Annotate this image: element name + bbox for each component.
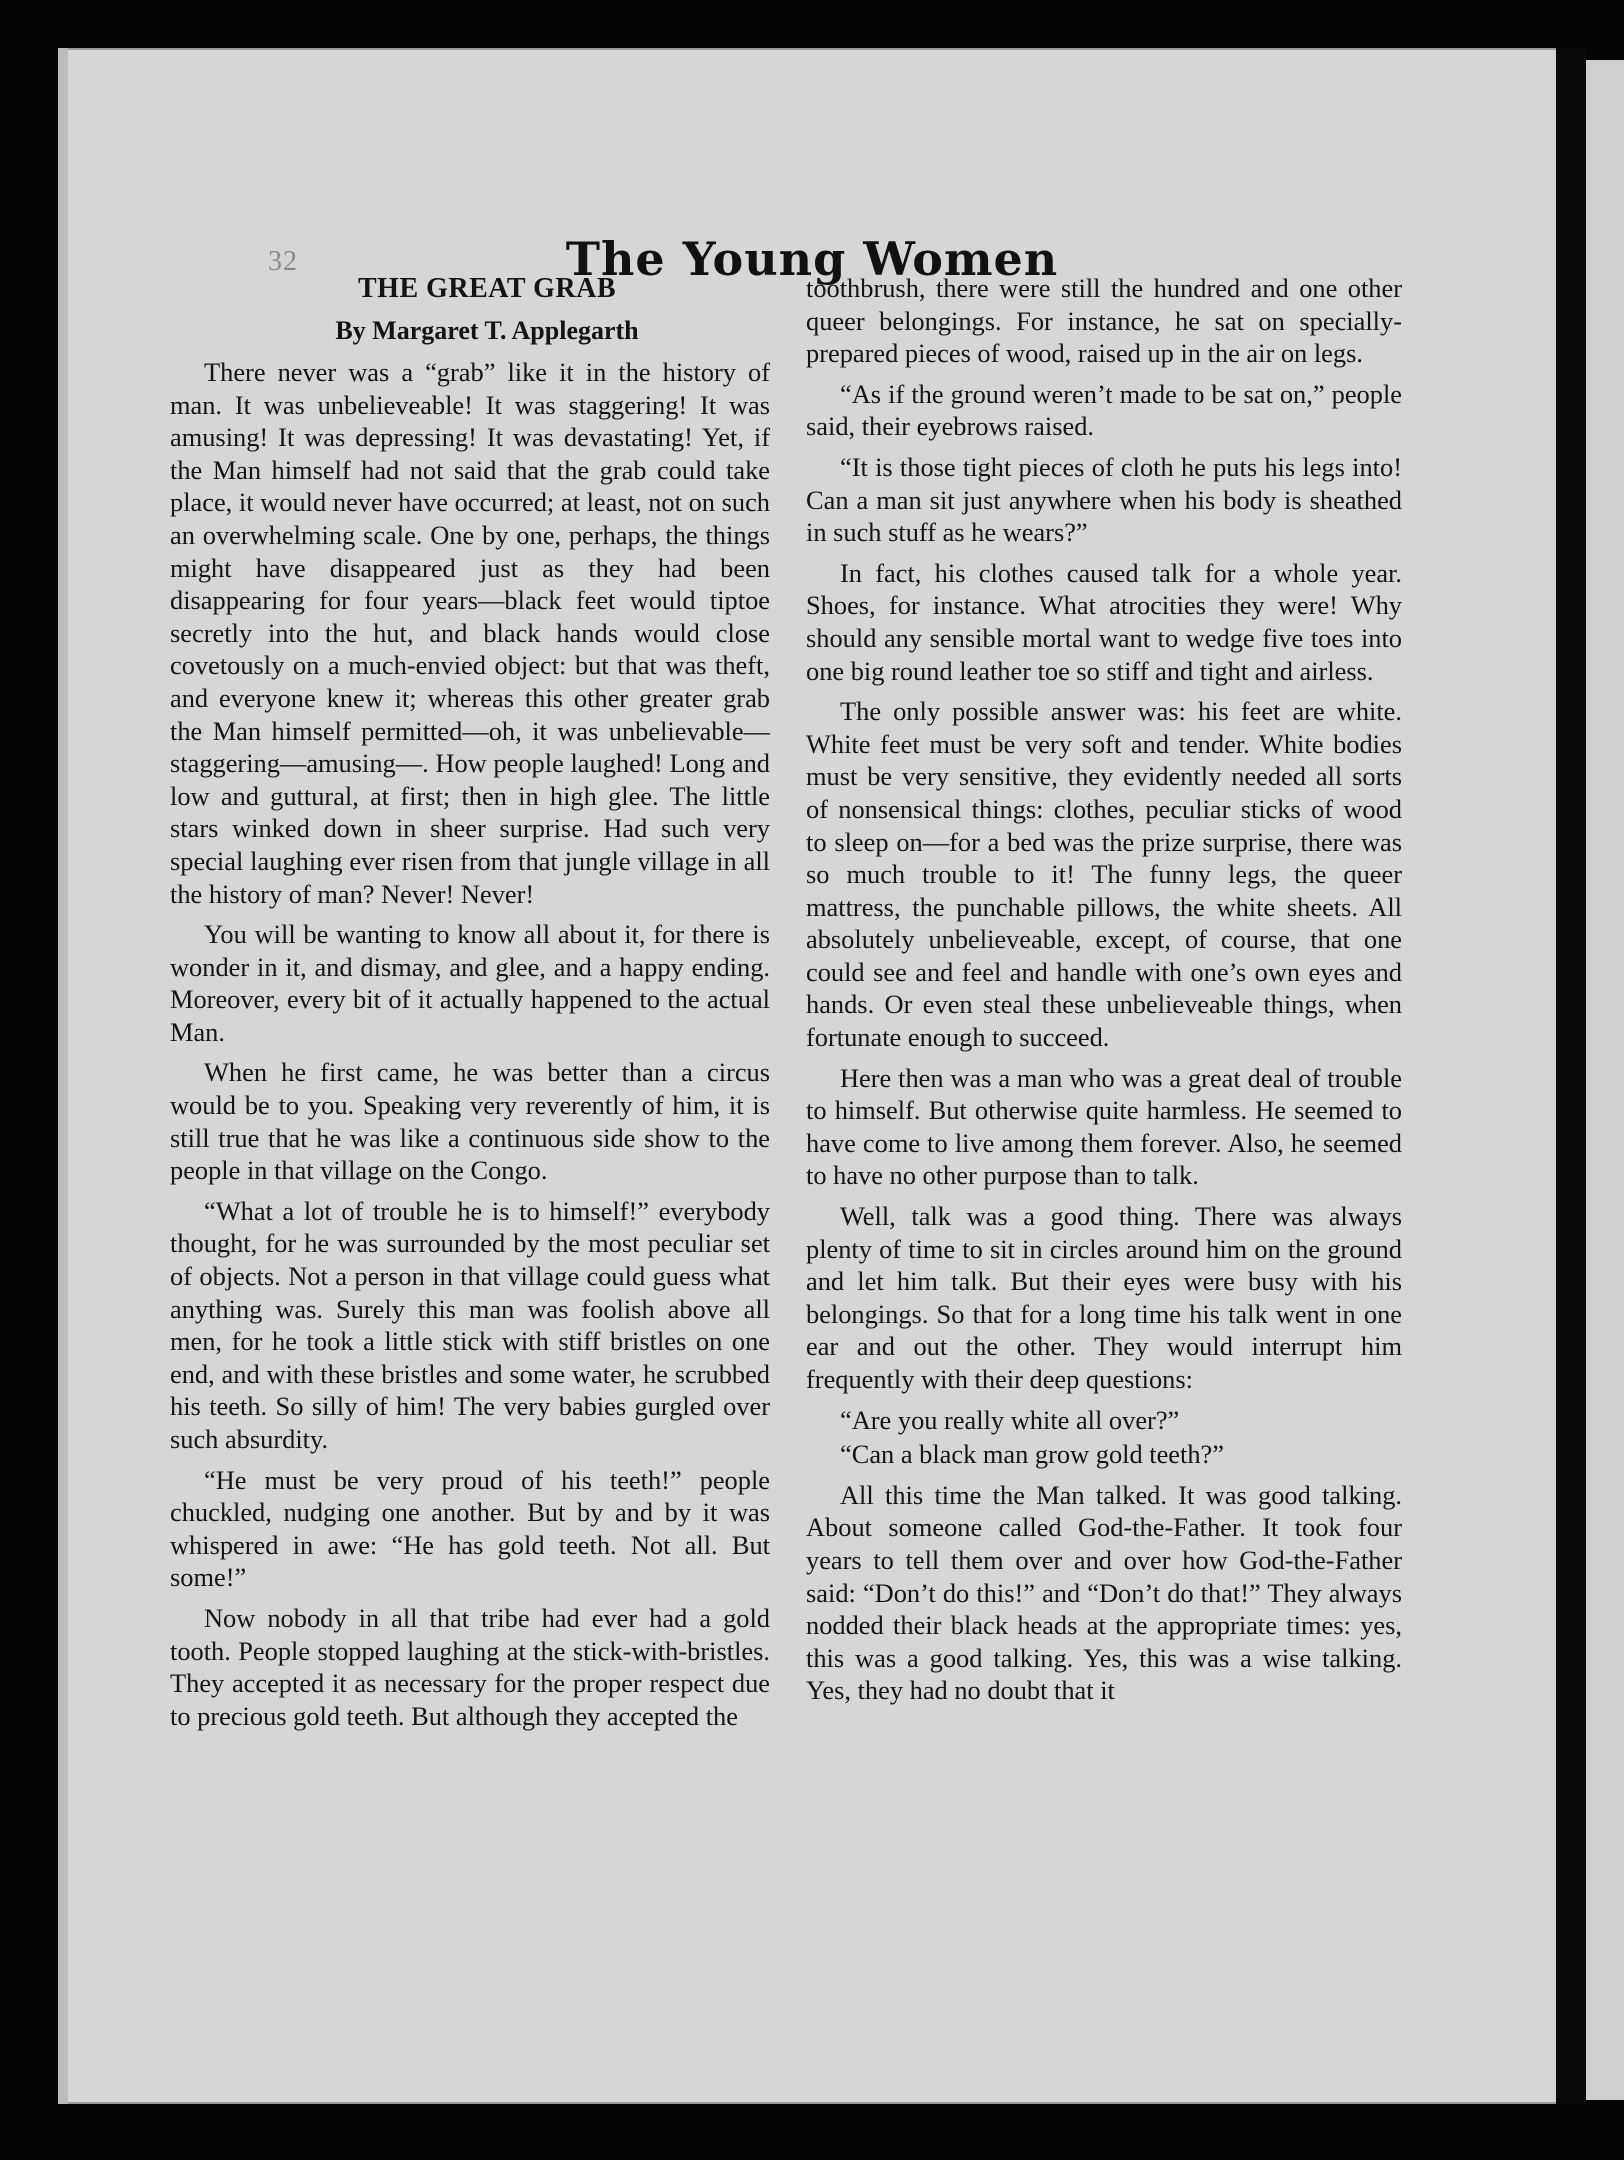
paragraph: toothbrush, there were still the hundred and one other queer belongings. For instance, he sat on specially-prepared pieces of wood, raised up in the air on legs. [806,273,1402,369]
paragraph: “What a lot of trouble he is to himself!” everybody thought, for he was surrounded by the most peculiar set of objects. Not a person in that village could guess what anything was. Surely this man was foolish above all men, for he took a little stick with stiff bristles on one end, and with these bristles and some water, he scrubbed his teeth. So silly of him! The very babies gurgled over such absurdity. [170,1195,770,1454]
facing-page-edge [1586,60,1624,2100]
paragraph: “As if the ground weren’t made to be sat on,” people said, their eyebrows raised. [806,378,1402,442]
paragraph: “He must be very proud of his teeth!” people chuckled, nudging one another. But by and by it was whispered in awe: “He has gold teeth. Not all. But some!” [170,1464,770,1593]
paragraph: When he first came, he was better than a circus would be to you. Speaking very reverently of him, it is still true that he was like a continuous side show to the people in that village on the Congo. [170,1057,770,1186]
paragraph: Now nobody in all that tribe had ever had a gold tooth. People stopped laughing at the stick-with-bristles. They accepted it as necessary for the proper respect due to precious gold teeth. But although they accepted the [170,1602,770,1731]
paragraph: Here then was a man who was a great deal of trouble to himself. But otherwise quite harmless. He seemed to have come to live among them forever. Also, he seemed to have no other purpose than to talk. [806,1062,1402,1191]
paragraph: You will be wanting to know all about it, for there is wonder in it, and dismay, and glee, and a happy ending. Moreover, every bit of it actually happened to the actual Man. [170,919,770,1047]
running-head: The Young Women [565,232,1059,286]
paragraph: “Can a black man grow gold teeth?” [840,1439,1224,1470]
paragraph: In fact, his clothes caused talk for a whole year. Shoes, for instance. What atrocities they were! Why should any sensible mortal want to wedge five toes into one big round leather toe so stiff and tight and airless. [806,557,1402,686]
paragraph: The only possible answer was: his feet are white. White feet must be very soft and tender. White bodies must be very sensitive, they evidently needed all sorts of nonsensical things: clothes, peculiar sticks of wood to sleep on—for a bed was the prize surprise, there was so much trouble to it! The funny legs, the queer mattress, the punchable pillows, the white sheets. All absolutely unbelieveable, except, of course, that one could see and feel and handle with one’s own eyes and hands. Or even steal these unbelieveable things, when fortunate enough to succeed. [806,696,1402,1053]
paragraph: All this time the Man talked. It was good talking. About someone called God-the-Father. It took four years to tell them over and over how God-the-Father said: “Don’t do this!” and “Don’t do that!” They always nodded their black heads at the appropriate times: yes, this was a good talking. Yes, this was a wise talking. Yes, they had no doubt that it [806,1479,1402,1706]
page-number: 32 [268,246,298,277]
paragraph: “Are you really white all over?” [840,1404,1180,1435]
paragraph: “It is those tight pieces of cloth he puts his legs into! Can a man sit just anywhere when his body is sheathed in such stuff as he wears?” [806,451,1402,548]
paragraph: There never was a “grab” like it in the history of man. It was unbelieveable! It was staggering! It was amusing! It was depressing! It was devastating! Yet, if the Man himself had not said that the grab could take place, it would never have occurred; at least, not on such an overwhelming scale. One by one, perhaps, the things might have disappeared just as they had been disappearing for four years—black feet would tiptoe secretly into the hut, and black hands would close covetously on a much-envied object: but that was theft, and everyone knew it; whereas this other greater grab the Man himself permitted—oh, it was unbelievable—staggering—amusing—. How people laughed! Long and low and guttural, at first; then in high glee. The little stars winked down in sheer surprise. Had such very special laughing ever risen from that jungle village in all the history of man? Never! Never! [170,357,770,909]
article-byline: By Margaret T. Applegarth [335,316,639,345]
left-column [170,272,770,1740]
right-column [806,272,1402,1715]
paragraph: Well, talk was a good thing. There was always plenty of time to sit in circles around him on the ground and let him talk. But their eyes were busy with his belongings. So that for a long time his talk went in one ear and out the other. They would interrupt him frequently with their deep questions: [806,1201,1402,1394]
book-spine [1556,48,1586,2104]
article-title: THE GREAT GRAB [357,273,616,304]
